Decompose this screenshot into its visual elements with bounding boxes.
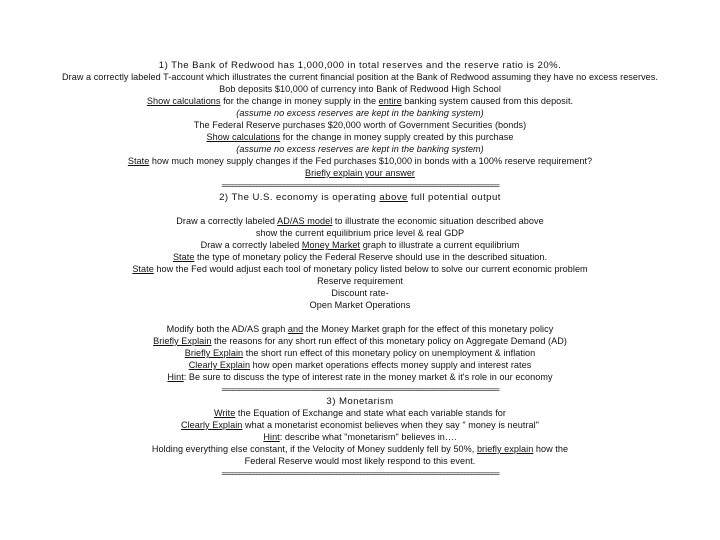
q1-line6-text: The Federal Reserve purchases $20,000 worth of Government Securities (bonds): [193, 120, 527, 130]
emphasis-word: AD/AS model: [277, 216, 333, 226]
q2-title-text: 2) The U.S. economy is operating: [219, 192, 380, 203]
q2-title-text-end: full potential output: [407, 192, 501, 203]
policy-tool-text: Open Market Operations: [309, 300, 411, 310]
policy-tool-item: [0, 288, 720, 299]
instruction-keyword: Show calculations: [206, 132, 281, 142]
q3-line: [0, 444, 720, 455]
q2-line: [0, 216, 720, 227]
q3-line6-text: Federal Reserve would most likely respond to this event.: [244, 456, 476, 466]
q2-line: [0, 264, 720, 275]
q2-line: [0, 348, 720, 359]
emphasis-word: above: [379, 192, 408, 203]
q2-title: [0, 192, 720, 203]
q2-line11-text: the reasons for any short run effect of this monetary policy on Aggregate Demand (AD): [211, 336, 567, 346]
q3-line: [0, 456, 720, 467]
q1-line: [0, 84, 720, 95]
instruction-keyword: Write: [214, 408, 236, 418]
q2-line10-text-end: the Money Market graph for the effect of this monetary policy: [303, 324, 554, 334]
q1-line: [0, 120, 720, 131]
q1-title-text: 1) The Bank of Redwood has 1,000,000 in total reserves and the reserve ratio is 20%.: [158, 60, 562, 71]
q1-note: [0, 144, 720, 155]
instruction-keyword: briefly explain: [476, 444, 534, 454]
policy-tool-text: Discount rate-: [331, 288, 389, 298]
q2-line: [0, 240, 720, 251]
instruction-keyword: Clearly Explain: [188, 360, 251, 370]
q3-title: [0, 396, 720, 407]
q2-line4-text: Draw a correctly labeled: [200, 240, 302, 250]
q2-line: [0, 228, 720, 239]
q3-line5-text: Holding everything else constant, if the Velocity of Money suddenly fell by 50%,: [151, 444, 477, 454]
q1-note: [0, 108, 720, 119]
q1-line4-text: for the change in money supply in the: [220, 96, 379, 106]
q2-line5-text: the type of monetary policy the Federal Reserve should use in the described situation.: [194, 252, 548, 262]
q2-line13-text: how open market operations effects money supply and interest rates: [250, 360, 532, 370]
q1-line: [0, 72, 720, 83]
q3-line: [0, 408, 720, 419]
q3-line3-text: what a monetarist economist believes when they say " money is neutral": [242, 420, 539, 430]
q3-line: [0, 432, 720, 443]
hint-keyword: Hint: [167, 372, 184, 382]
q1-line9-text: how much money supply changes if the Fed purchases $10,000 in bonds with a 100% reserve requirement?: [149, 156, 593, 166]
q1-note-text: (assume no excess reserves are kept in the banking system): [236, 144, 484, 154]
separator-line: ================================================================================: [221, 385, 499, 394]
q1-title: [0, 60, 720, 71]
emphasis-word: Money Market: [301, 240, 361, 250]
q2-line6-text: how the Fed would adjust each tool of monetary policy listed below to solve our current economic problem: [153, 264, 588, 274]
q2-line: [0, 360, 720, 371]
q2-line: [0, 372, 720, 383]
q2-line2-text-end: to illustrate the economic situation described above: [332, 216, 544, 226]
instruction-keyword: Briefly Explain: [184, 348, 244, 358]
q2-line: [0, 324, 720, 335]
q1-note-text: (assume no excess reserves are kept in the banking system): [236, 108, 484, 118]
q2-line4-text-end: graph to illustrate a current equilibrium: [360, 240, 520, 250]
instruction-keyword: Briefly explain your answer: [304, 168, 416, 178]
q3-line4-text: : describe what "monetarism" believes in….: [279, 432, 457, 442]
instruction-keyword: State: [172, 252, 195, 262]
emphasis-word: entire: [378, 96, 402, 106]
q1-line: [0, 96, 720, 107]
q3-line: [0, 420, 720, 431]
q2-line12-text: the short run effect of this monetary policy on unemployment & inflation: [243, 348, 536, 358]
q1-line: [0, 132, 720, 143]
q1-line: [0, 168, 720, 179]
q2-line2-text: Draw a correctly labeled: [176, 216, 278, 226]
q2-line14-text: : Be sure to discuss the type of interest rate in the money market & it's role in our economy: [183, 372, 553, 382]
q3-line2-text: the Equation of Exchange and state what each variable stands for: [235, 408, 506, 418]
q2-line: [0, 252, 720, 263]
q2-line10-text: Modify both the AD/AS graph: [166, 324, 288, 334]
instruction-keyword: Clearly Explain: [180, 420, 243, 430]
instruction-keyword: State: [132, 264, 154, 274]
instruction-keyword: State: [127, 156, 150, 166]
policy-tool-item: [0, 300, 720, 311]
policy-tool-text: Reserve requirement: [317, 276, 403, 286]
separator-line: ================================================================================: [221, 181, 499, 190]
policy-tool-item: [0, 276, 720, 287]
q1-line3-text: Bob deposits $10,000 of currency into Bank of Redwood High School: [219, 84, 501, 94]
q1-line7-text: for the change in money supply created by this purchase: [280, 132, 514, 142]
q3-title-text: 3) Monetarism: [326, 396, 394, 407]
instruction-keyword: Briefly Explain: [153, 336, 212, 346]
emphasis-word: and: [287, 324, 304, 334]
q1-line2-text: Draw a correctly labeled T-account which illustrates the current financial position at the Bank of Redwood assuming they have no excess reserves.: [62, 72, 658, 82]
separator-line: ================================================================================: [221, 469, 499, 478]
hint-keyword: Hint: [263, 432, 280, 442]
q1-line4-text-end: banking system caused from this deposit.: [401, 96, 574, 106]
instruction-keyword: Show calculations: [146, 96, 221, 106]
q1-line: [0, 156, 720, 167]
q2-line3-text: show the current equilibrium price level & real GDP: [255, 228, 465, 238]
q3-line5-text-end: how the: [533, 444, 569, 454]
q2-line: [0, 336, 720, 347]
